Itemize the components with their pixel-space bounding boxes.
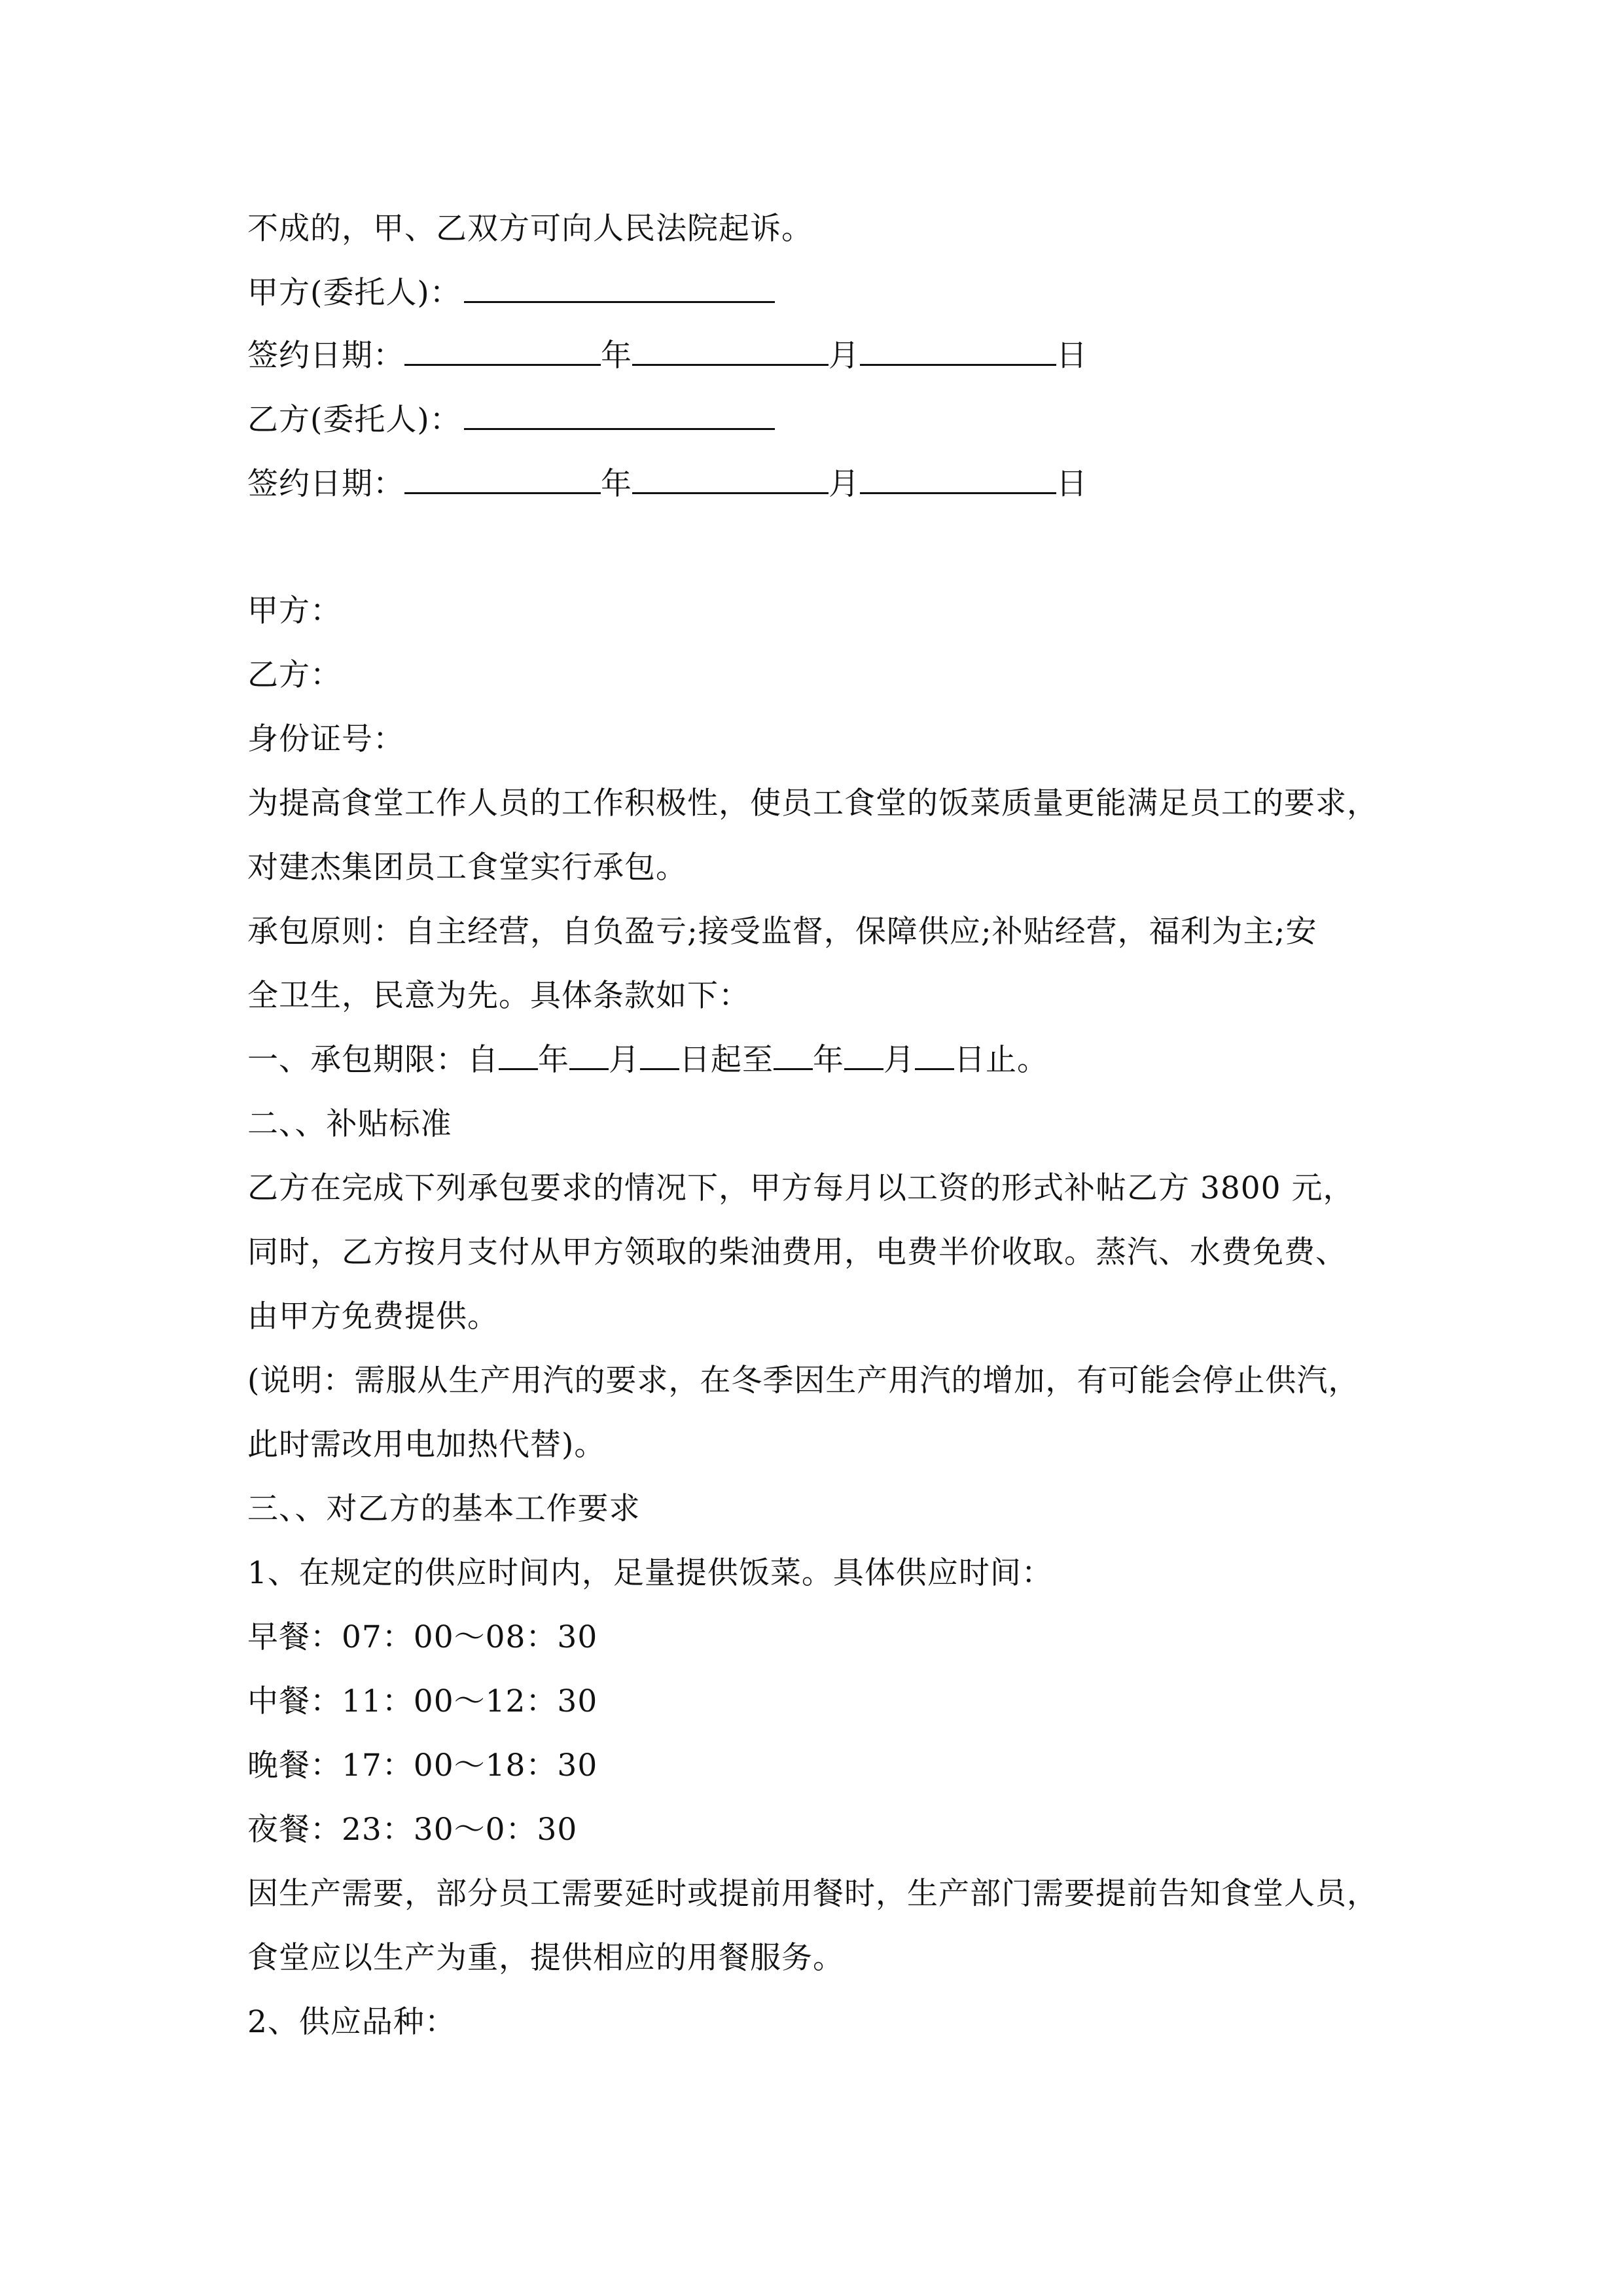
day-blank[interactable]	[860, 338, 1056, 366]
end-year-blank[interactable]	[774, 1042, 813, 1070]
term-end-suffix: 日止。	[954, 1042, 1048, 1078]
meal-breakfast: 早餐：07：00～08：30	[247, 1619, 598, 1655]
month-blank[interactable]	[632, 466, 829, 494]
party-b-signature-line	[247, 401, 775, 440]
day-unit: 日	[1056, 338, 1088, 374]
term-month-unit: 月	[609, 1042, 640, 1078]
requirement-note-1: 因生产需要，部分员工需要延时或提前用餐时，生产部门需要提前告知食堂人员，	[247, 1876, 1378, 1912]
requirement-item-1: 1、在规定的供应时间内，足量提供饭菜。具体供应时间：	[247, 1555, 1053, 1591]
date-label: 签约日期：	[247, 338, 404, 374]
year-blank[interactable]	[404, 466, 601, 494]
subsidy-heading: 二、、补贴标准	[247, 1106, 452, 1142]
subsidy-line-2: 同时，乙方按月支付从甲方领取的柴油费用，电费半价收取。蒸汽、水费免费、	[247, 1234, 1347, 1270]
date-label: 签约日期：	[247, 466, 404, 502]
term-month-unit: 月	[883, 1042, 915, 1078]
preamble-line-2: 对建杰集团员工食堂实行承包。	[247, 850, 687, 886]
meal-lunch: 中餐：11：00～12：30	[247, 1683, 598, 1719]
day-unit: 日	[1056, 466, 1088, 502]
term-prefix: 一、承包期限：自	[247, 1042, 499, 1078]
end-month-blank[interactable]	[844, 1042, 883, 1070]
end-day-blank[interactable]	[915, 1042, 954, 1070]
year-blank[interactable]	[404, 338, 601, 366]
month-blank[interactable]	[632, 338, 829, 366]
term-year-unit: 年	[813, 1042, 844, 1078]
meal-night: 夜餐：23：30～0：30	[247, 1812, 578, 1848]
meal-dinner: 晚餐：17：00～18：30	[247, 1748, 598, 1784]
preamble-line-1: 为提高食堂工作人员的工作积极性，使员工食堂的饭菜质量更能满足员工的要求，	[247, 785, 1378, 821]
day-blank[interactable]	[860, 466, 1056, 494]
signing-date-line-a	[247, 336, 1088, 376]
start-day-blank[interactable]	[640, 1042, 679, 1070]
party-a-line: 甲方：	[247, 593, 342, 629]
intro-tail: 不成的，甲、乙双方可向人民法院起诉。	[247, 211, 813, 247]
party-b-line: 乙方：	[247, 657, 342, 693]
month-unit: 月	[829, 338, 860, 374]
start-month-blank[interactable]	[569, 1042, 609, 1070]
principles-line-2: 全卫生，民意为先。具体条款如下：	[247, 978, 750, 1014]
party-a-blank[interactable]	[464, 275, 775, 303]
term-year-unit: 年	[538, 1042, 569, 1078]
party-b-label: 乙方(委托人)：	[247, 402, 461, 438]
id-number-line: 身份证号：	[247, 721, 404, 757]
signing-date-line-b	[247, 465, 1088, 504]
principles-line-1: 承包原则：自主经营，自负盈亏;接受监督，保障供应;补贴经营，福利为主;安	[247, 914, 1317, 950]
requirements-heading: 三、、对乙方的基本工作要求	[247, 1491, 641, 1527]
party-a-label: 甲方(委托人)：	[247, 275, 461, 311]
subsidy-note-2: 此时需改用电加热代替)。	[247, 1427, 606, 1463]
subsidy-note-1: (说明：需服从生产用汽的要求，在冬季因生产用汽的增加，有可能会停止供汽，	[247, 1363, 1360, 1399]
party-a-signature-line	[247, 274, 775, 313]
subsidy-line-3: 由甲方免费提供。	[247, 1299, 499, 1335]
subsidy-line-1: 乙方在完成下列承包要求的情况下，甲方每月以工资的形式补帖乙方 3800 元，	[247, 1170, 1355, 1206]
term-clause	[247, 1041, 1048, 1080]
party-b-blank[interactable]	[464, 402, 775, 430]
year-unit: 年	[601, 466, 632, 502]
year-unit: 年	[601, 338, 632, 374]
start-year-blank[interactable]	[499, 1042, 538, 1070]
month-unit: 月	[829, 466, 860, 502]
term-start-suffix: 日起至	[679, 1042, 774, 1078]
requirement-item-2: 2、供应品种：	[247, 2004, 456, 2040]
requirement-note-2: 食堂应以生产为重，提供相应的用餐服务。	[247, 1940, 844, 1976]
